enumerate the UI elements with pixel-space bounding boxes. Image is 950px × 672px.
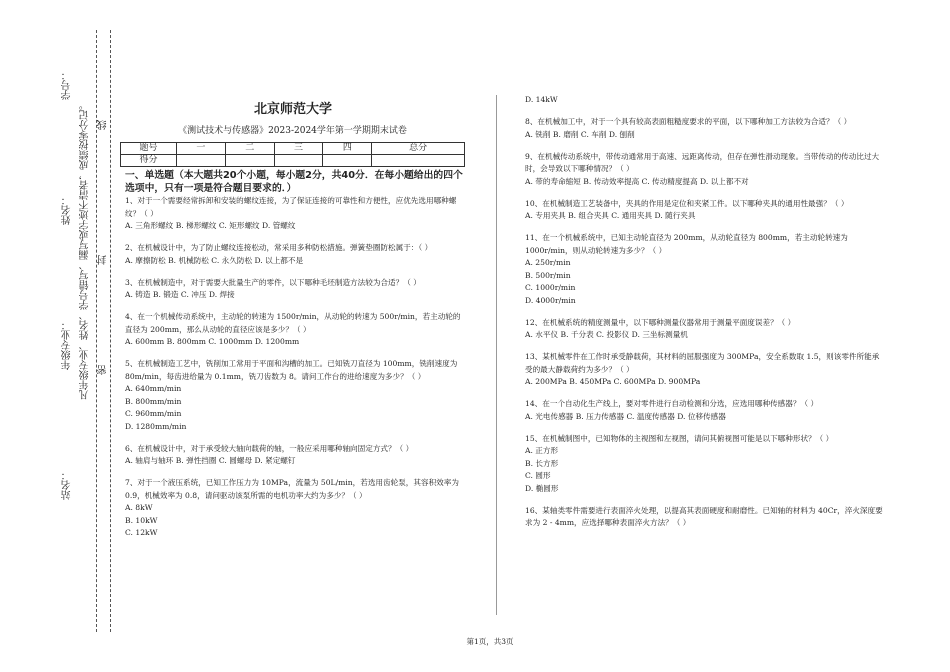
class-label: 年级专业： [62,320,73,370]
score-header-cell: 题号 [121,143,177,155]
question-options: D. 椭圆形 [525,483,559,493]
question-options: A. 带的寿命缩短 B. 传动效率提高 C. 传动精度提高 D. 以上都不对 [525,176,749,186]
question-gap [525,495,885,505]
score-header-cell: 总分 [372,143,465,155]
question-options: A. 250r/min [525,258,571,267]
name-label: 姓名： [62,195,73,225]
question-stem: 11、在一个机械系统中，已知主动轮直径为 200mm，从动轮直径为 800mm，若主动轮转速为 1000r/min，则从动轮转速为多少？（ ） [525,233,848,255]
question-gap [125,468,467,478]
column-divider [496,95,497,615]
question-options: C. 1000r/min [525,283,576,292]
question-item [525,433,885,496]
question-gap [125,349,467,359]
question-item [125,195,467,233]
question-item [525,116,885,141]
question-item [125,242,467,267]
question-item [125,277,467,302]
question-stem: 7、对于一个液压系统，已知工作压力为 10MPa，流量为 50L/min，若选用齿轮泵，其容积效率为 0.9，机械效率为 0.8，请问驱动该泵所需的电机功率大约为多少？（ ） [125,478,459,500]
question-gap [125,267,467,277]
question-options: B. 500r/min [525,270,571,280]
question-stem: 14、在一个自动化生产线上，要对零件进行自动检测和分选，应选用哪种传感器？（ ） [525,399,819,408]
question-options: A. 铸造 B. 锻造 C. 冲压 D. 焊接 [125,290,235,299]
score-table-score-row [121,155,465,167]
score-header-cell: 二 [225,143,274,155]
question-options: A. 600mm B. 800mm C. 1000mm D. 1200mm [125,337,300,346]
question-item [525,198,885,223]
seal-label: 封 [98,255,109,265]
question-stem: 9、在机械传动系统中，带传动通常用于高速、远距离传动，但存在弹性滑动现象。当带传动的传动比过大时，会导致以下哪种情况？（ ） [525,151,880,173]
question-options: C. 圆形 [525,471,551,480]
question-options: A. 光电传感器 B. 压力传感器 C. 温度传感器 D. 位移传感器 [525,411,726,421]
section-heading: 一、单选题（本大题共20个小题，每小题2分，共40分．在每小题给出的四个选项中，只有一项是符合题目要求的．） [125,170,463,194]
question-options: A. 轴肩与轴环 B. 弹性挡圈 C. 圆螺母 D. 紧定螺钉 [125,456,296,465]
question-options: A. 水平仪 B. 千分表 C. 投影仪 D. 三坐标测量机 [525,330,688,339]
question-stem: 13、某机械零件在工作时承受静载荷，其材料的屈服强度为 300MPa，安全系数取 1.5，则该零件所能承受的最大静载荷约为多少？（ ） [525,352,880,374]
question-gap [525,342,885,352]
question-options: B. 10kW [125,515,158,525]
exam-title: 《测试技术与传感器》2023-2024学年第一学期期末试卷 [178,126,407,136]
question-item [125,443,467,468]
question-stem: 10、在机械制造工艺装备中，夹具的作用是定位和夹紧工件。以下哪种夹具的通用性最强？（ ） [525,198,849,208]
close-label: 密 [98,365,109,375]
score-header-cell: 四 [323,143,372,155]
question-options: A. 铣削 B. 磨削 C. 车削 D. 刨削 [525,129,635,139]
question-options: D. 14kW [525,95,558,104]
question-gap [125,302,467,312]
score-row-label: 得分 [121,155,177,167]
question-gap [525,389,885,399]
question-item [125,311,467,349]
question-gap [525,188,885,198]
question-stem: 12、在机械系统的精度测量中，以下哪种测量仪器常用于测量平面度误差？（ ） [525,317,796,327]
questions-right-column [525,94,885,530]
question-stem: 3、在机械制造中，对于需要大批量生产的零件，以下哪种毛坯制造方法较为合适？（ ） [125,277,421,287]
question-options: D. 1280mm/min [125,421,187,431]
line-label: 线 [98,120,109,130]
question-options: A. 正方形 [525,446,559,455]
score-header-cell: 一 [177,143,226,155]
question-item [525,505,885,530]
question-options: A. 8kW [125,503,153,512]
score-cell[interactable] [372,155,465,167]
question-options: A. 200MPa B. 450MPa C. 600MPa D. 900MPa [525,377,701,386]
question-stem: 16、某轴类零件需要进行表面淬火处理，以提高其表面硬度和耐磨性。已知轴的材料为 40Cr，淬火深度要求为 2 - 4mm，应选择哪种表面淬火方法？（ ） [525,505,883,527]
student-id-label: 学号： [62,70,73,100]
question-item [525,317,885,342]
question-stem: 2、在机械设计中，为了防止螺纹连接松动，常采用多种防松措施。弹簧垫圈防松属于：（ ） [125,243,433,252]
question-stem: 6、在机械设计中，对于承受较大轴向载荷的轴，一般应采用哪种轴向固定方式？（ ） [125,443,414,453]
question-item [125,358,467,433]
question-item [125,477,467,540]
question-options: A. 三角形螺纹 B. 梯形螺纹 C. 矩形螺纹 D. 管螺纹 [125,221,296,230]
question-stem: 8、在机械加工中，对于一个具有较高表面粗糙度要求的平面，以下哪种加工方法较为合适？（ ） [525,117,852,126]
question-options: A. 专用夹具 B. 组合夹具 C. 通用夹具 D. 随行夹具 [525,211,696,220]
questions-left-column [125,195,467,540]
question-gap [525,223,885,233]
question-options: A. 摩擦防松 B. 机械防松 C. 永久防松 D. 以上都不是 [125,255,304,265]
question-gap [525,107,885,117]
question-options: C. 12kW [125,528,158,537]
question-item [525,232,885,307]
question-options: B. 长方形 [525,458,559,468]
question-options: D. 4000r/min [525,295,576,305]
school-name: 北京师范大学 [253,102,332,117]
score-cell[interactable] [225,155,274,167]
score-table-header-row [121,143,465,155]
question-item [525,351,885,389]
question-stem: 15、在机械制图中，已知物体的主视图和左视图，请问其俯视图可能是以下哪种形状？（ ） [525,433,834,443]
question-gap [525,141,885,151]
score-cell[interactable] [177,155,226,167]
score-cell[interactable] [323,155,372,167]
score-table [120,142,465,167]
score-header-cell: 三 [274,143,323,155]
question-options: A. 640mm/min [125,384,182,393]
question-options: B. 800mm/min [125,396,182,406]
page-footer: 第1页，共3页 [466,637,514,646]
question-item [525,151,885,189]
question-options: C. 960mm/min [125,409,182,418]
question-gap [525,307,885,317]
seal-line-inner [110,30,111,632]
question-stem: 4、在一个机械传动系统中，主动轮的转速为 1500r/min，从动轮的转速为 500r/min，若主动轮的直径为 200mm，那么从动轮的直径应该是多少？（ ） [125,312,461,334]
school-label: 站名： [62,470,73,500]
question-item [525,94,885,107]
score-cell[interactable] [274,155,323,167]
question-gap [125,433,467,443]
question-gap [125,233,467,243]
question-item [525,398,885,423]
question-stem: 5、在机械制造工艺中，铣削加工常用于平面和沟槽的加工。已知铣刀直径为 100mm，铣削速度为 80m/min，每齿进给量为 0.1mm，铣刀齿数为 8。请问工作台的进给速度为多少？（ ） [125,359,458,381]
question-gap [525,423,885,433]
binding-warning: 凡年级专业、姓名、学号错写、漏写或字迹不清者，成绩按零分记。 [80,100,91,400]
seal-line-outer [96,30,97,632]
question-stem: 1、对于一个需要经常拆卸和安装的螺纹连接，为了保证连接的可靠性和方便性，应优先选用哪种螺纹？（ ） [125,196,457,218]
